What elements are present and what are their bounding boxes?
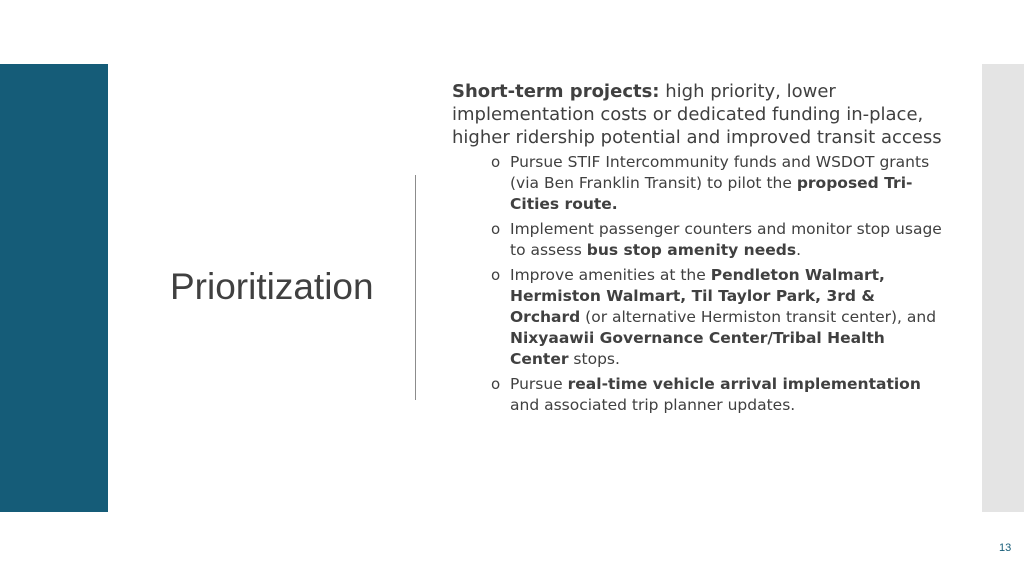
list-item [452, 265, 942, 370]
bullet-list [452, 152, 942, 416]
bullet-text: Improve amenities at the [510, 266, 711, 284]
content-body [452, 80, 942, 420]
bullet-marker: o [491, 153, 501, 171]
bullet-marker: o [491, 266, 501, 284]
list-item [452, 374, 942, 416]
bullet-emphasis: proposed Tri-Cities route. [510, 174, 913, 213]
list-item [452, 219, 942, 261]
side-panel [982, 64, 1024, 512]
slide-title: Prioritization [170, 266, 374, 307]
bullet-marker: o [491, 220, 501, 238]
lead-heading: Short-term projects: [452, 81, 660, 102]
lead-text: high priority, lower implementation costs or dedicated funding in-place, higher ridership potential and improved transit access [452, 81, 942, 148]
page-number: 13 [999, 542, 1012, 554]
bullet-text: (or alternative Hermiston transit center), and [580, 308, 937, 326]
lead-paragraph [452, 80, 942, 149]
bullet-text: Pursue STIF Intercommunity funds and WSDOT grants (via Ben Franklin Transit) to pilot the [510, 153, 930, 192]
list-item [452, 152, 942, 215]
bullet-emphasis: Pendleton Walmart, Hermiston Walmart, Til Taylor Park, 3rd & Orchard [510, 266, 885, 326]
vertical-divider [415, 175, 416, 400]
bullet-text: Pursue [510, 375, 568, 393]
bullet-emphasis: Nixyaawii Governance Center/Tribal Health Center [510, 329, 885, 368]
bullet-emphasis: real-time vehicle arrival implementation [567, 375, 921, 393]
bullet-text: and associated trip planner updates. [510, 396, 796, 414]
bullet-emphasis: bus stop amenity needs [586, 241, 797, 259]
bullet-marker: o [491, 375, 501, 393]
bullet-text: stops. [568, 350, 620, 368]
bullet-text: Implement passenger counters and monitor stop usage to assess [510, 220, 942, 259]
accent-band [0, 64, 108, 512]
bullet-text: . [796, 241, 801, 259]
